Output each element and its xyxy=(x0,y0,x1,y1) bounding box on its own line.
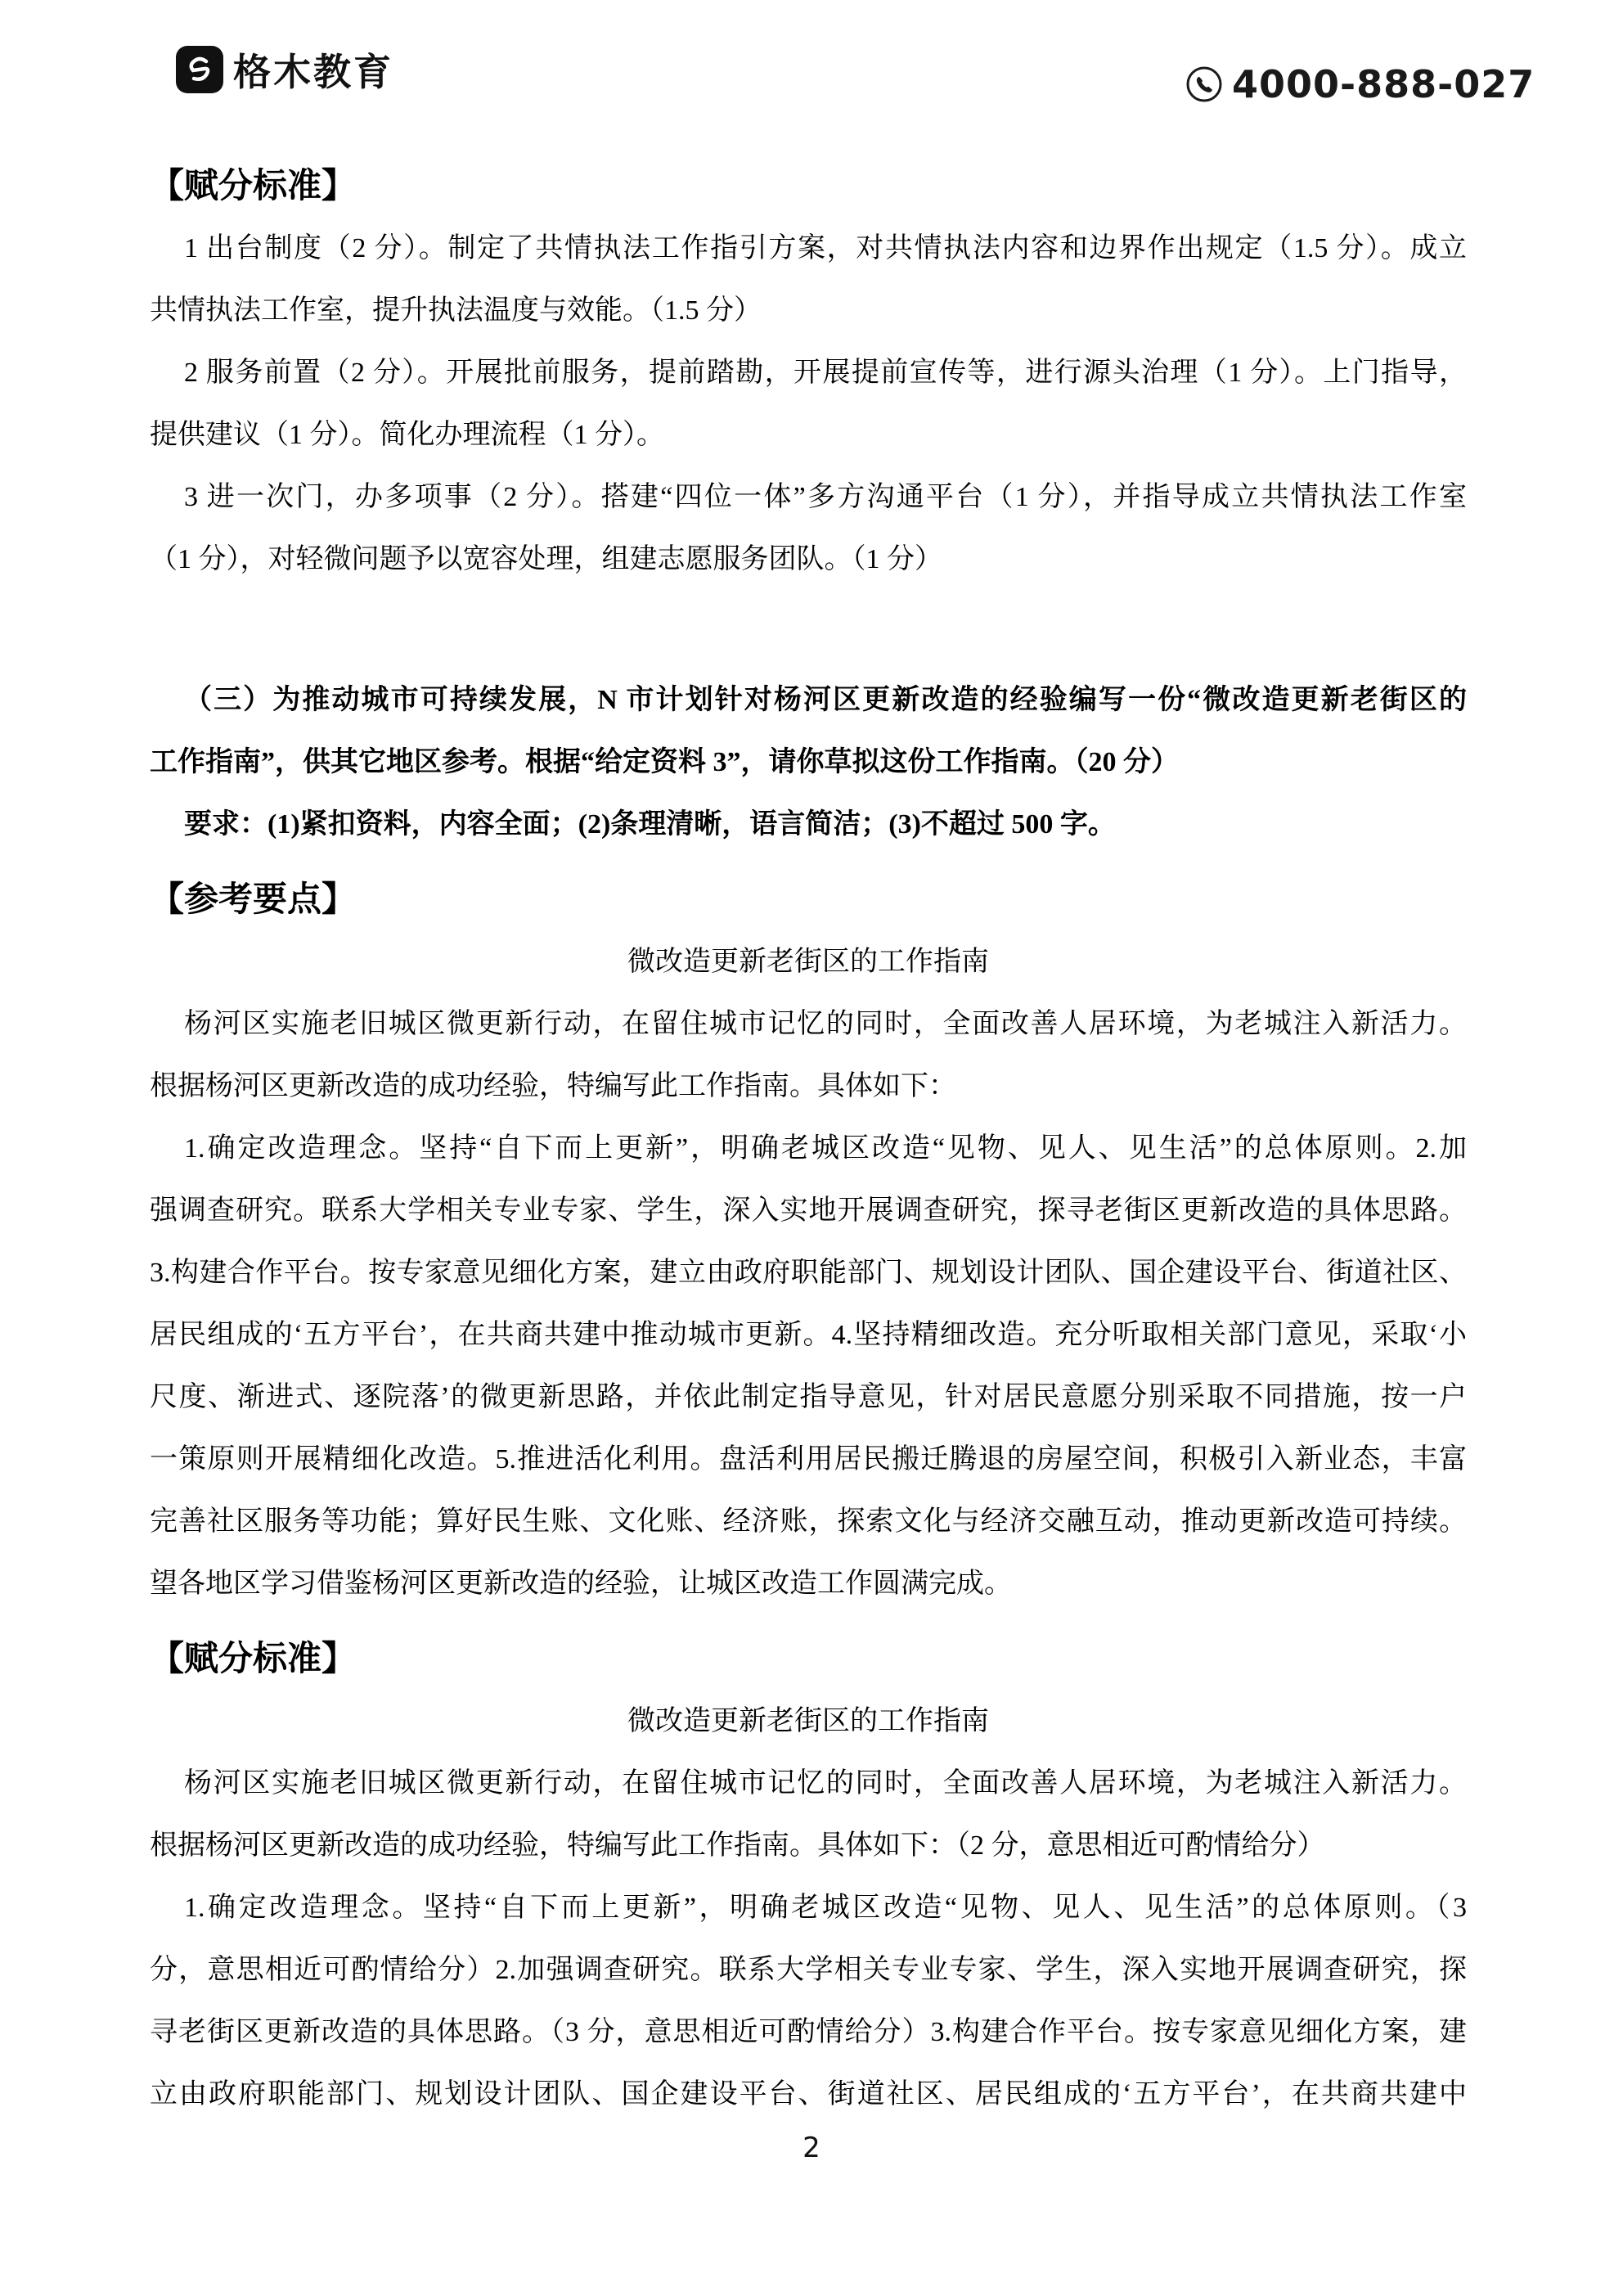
text-line: 3 进一次门，办多项事（2 分）。搭建“四位一体”多方沟通平台（1 分），并指导成立共情执法工作室 xyxy=(184,482,1467,512)
brand-name: 格木教育 xyxy=(233,50,393,94)
text-line: 立由政府职能部门、规划设计团队、国企建设平台、街道社区、居民组成的‘五方平台’，在共商共建中 xyxy=(150,2079,1467,2109)
text-line: 根据杨河区更新改造的成功经验，特编写此工作指南。具体如下：（2 分，意思相近可酌情给分） xyxy=(150,1830,1325,1861)
text-line: 一策原则开展精细化改造。5.推进活化利用。盘活利用居民搬迁腾退的房屋空间，积极引入新业态，丰富 xyxy=(150,1444,1467,1474)
document-title: 微改造更新老街区的工作指南 xyxy=(627,1706,989,1736)
text-line: 提供建议（1 分）。简化办理流程（1 分）。 xyxy=(150,420,664,450)
text-line: （三）为推动城市可持续发展，N 市计划针对杨河区更新改造的经验编写一份“微改造更新老街区的 xyxy=(184,685,1467,715)
text-line: 根据杨河区更新改造的成功经验，特编写此工作指南。具体如下： xyxy=(150,1071,956,1101)
text-line: 分，意思相近可酌情给分）2.加强调查研究。联系大学相关专业专家、学生，深入实地开展调查研究，探 xyxy=(150,1955,1467,1985)
page-number: 2 xyxy=(803,2132,820,2164)
brand-logo xyxy=(176,43,393,97)
paragraph-spacer xyxy=(150,591,1467,669)
text-line: 工作指南”，供其它地区参考。根据“给定资料 3”，请你草拟这份工作指南。（20 分） xyxy=(150,747,1179,777)
gemu-logo-icon xyxy=(176,46,223,93)
document-title: 微改造更新老街区的工作指南 xyxy=(627,947,989,977)
text-line: 1.确定改造理念。坚持“自下而上更新”，明确老城区改造“见物、见人、见生活”的总体原则。2.加 xyxy=(184,1133,1467,1164)
text-line: 杨河区实施老旧城区微更新行动，在留住城市记忆的同时，全面改善人居环境，为老城注入新活力。 xyxy=(184,1009,1467,1039)
phone-number: 4000-888-027 xyxy=(1232,62,1535,106)
text-line: 1 出台制度（2 分）。制定了共情执法工作指引方案，对共情执法内容和边界作出规定（1.5 分）。成立 xyxy=(184,233,1467,263)
text-line: 1.确定改造理念。坚持“自下而上更新”，明确老城区改造“见物、见人、见生活”的总体原则。（3 xyxy=(184,1893,1467,1923)
text-line: 共情执法工作室，提升执法温度与效能。（1.5 分） xyxy=(150,295,762,326)
document-body xyxy=(150,155,1467,2126)
section-heading: 【参考要点】 xyxy=(150,881,357,919)
page-header xyxy=(0,0,1623,123)
text-line: 强调查研究。联系大学相关专业专家、学生，深入实地开展调查研究，探寻老街区更新改造的具体思路。 xyxy=(150,1195,1467,1226)
text-line: 完善社区服务等功能；算好民生账、文化账、经济账，探索文化与经济交融互动，推动更新改造可持续。 xyxy=(150,1506,1467,1537)
text-line: 要求：(1)紧扣资料，内容全面；(2)条理清晰，语言简洁；(3)不超过 500 字。 xyxy=(184,809,1116,840)
text-line: 居民组成的‘五方平台’，在共商共建中推动城市更新。4.坚持精细改造。充分听取相关部门意见，采取‘小 xyxy=(150,1320,1467,1350)
phone-contact xyxy=(1185,62,1535,106)
section-heading: 【赋分标准】 xyxy=(150,1641,357,1678)
logo-glyph xyxy=(182,52,218,88)
text-line: 3.构建合作平台。按专家意见细化方案，建立由政府职能部门、规划设计团队、国企建设平台、街道社区、 xyxy=(150,1258,1467,1288)
text-line: 杨河区实施老旧城区微更新行动，在留住城市记忆的同时，全面改善人居环境，为老城注入新活力。 xyxy=(184,1768,1467,1799)
section-heading: 【赋分标准】 xyxy=(150,168,357,205)
text-line: 尺度、渐进式、逐院落’的微更新思路，并依此制定指导意见，针对居民意愿分别采取不同措施，按一户 xyxy=(150,1382,1467,1412)
text-line: 2 服务前置（2 分）。开展批前服务，提前踏勘，开展提前宣传等，进行源头治理（1 分）。上门指导， xyxy=(184,358,1467,388)
text-line: 寻老街区更新改造的具体思路。（3 分，意思相近可酌情给分）3.构建合作平台。按专家意见细化方案，建 xyxy=(150,2017,1467,2047)
text-line: （1 分），对轻微问题予以宽容处理，组建志愿服务团队。（1 分） xyxy=(150,544,942,574)
page-footer xyxy=(0,2123,1623,2172)
text-line: 望各地区学习借鉴杨河区更新改造的经验，让城区改造工作圆满完成。 xyxy=(150,1569,1012,1599)
phone-icon xyxy=(1185,65,1224,104)
